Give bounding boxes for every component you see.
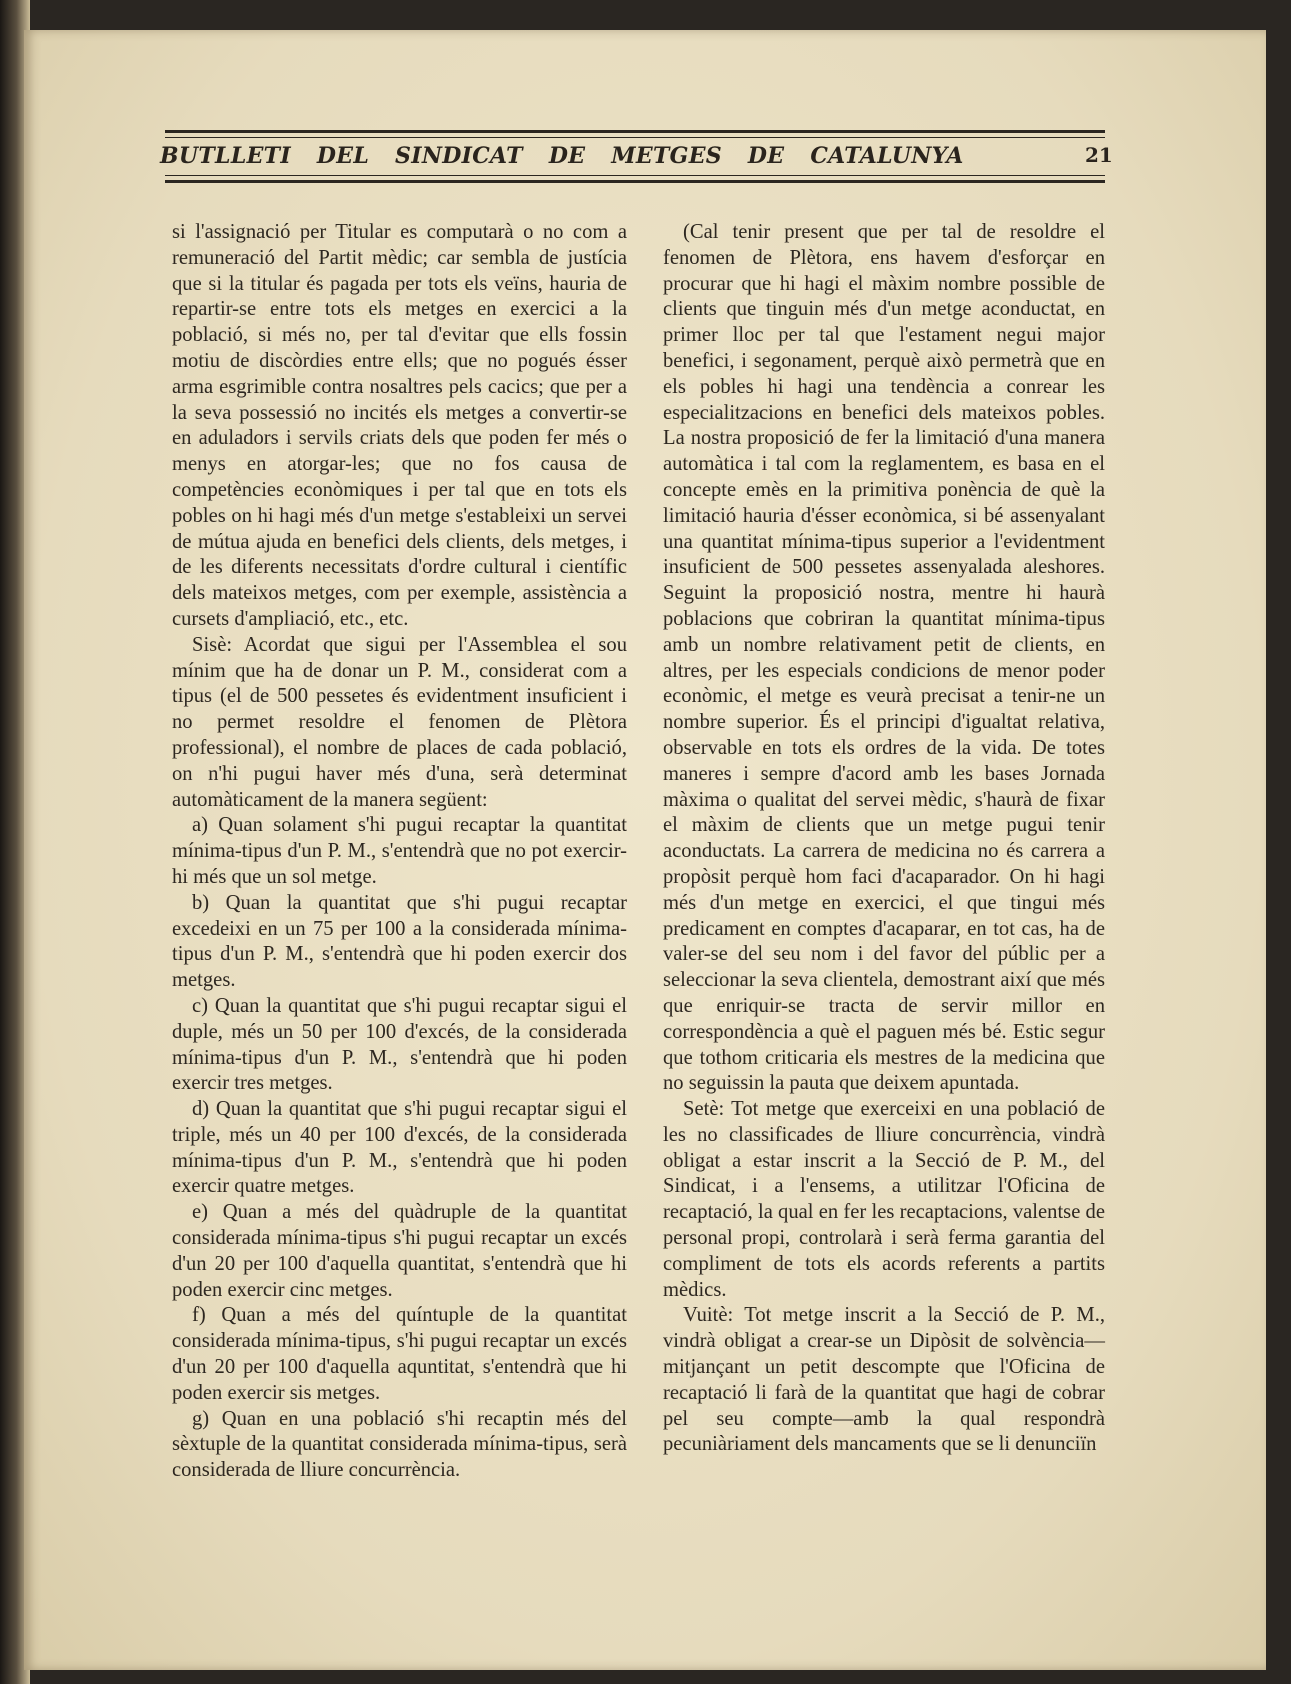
- page-number: 21: [1085, 143, 1113, 167]
- header-rule-bottom-thick: [165, 180, 1105, 183]
- paragraph: si l'assignació per Titular es computarà o no com a remuneració del Partit mèdic; car sembla de justícia que si la titular és pagada per tots els veïns, hauria de repartir-se entre tots els metges en exercici a la població, si més no, per tal d'evitar que ells fossin motiu de discòrdies entre ells; que no pogués ésser arma esgrimible contra nosaltres pels cacics; que per a la seva possessió no incités els metges a convertir-se en aduladors i servils criats dels que poden fer més o menys en atorgar-les; que no fos causa de competències econòmiques i per tal que en tots els pobles on hi hagi més d'un metge s'estableixi un servei de mútua ajuda en benefici dels clients, dels metges, i de les diferents necessitats d'ordre cultural i científic dels mateixos metges, com per exemple, assistència a cursets d'ampliació, etc., etc.: [172, 221, 627, 630]
- paragraph-item-b: b) Quan la quantitat que s'hi pugui recaptar excedeixi en un 75 per 100 a la considerada mínima-tipus d'un P. M., s'entendrà que hi poden exercir dos metges.: [172, 891, 627, 992]
- right-text-column: [663, 220, 1105, 1458]
- header-rule-bottom-thin: [165, 175, 1105, 176]
- header-rule-top-thin: [165, 137, 1105, 138]
- paragraph-item-a: a) Quan solament s'hi pugui recaptar la quantitat mínima-tipus d'un P. M., s'entendrà que no pot exercir-hi més que un sol metge.: [172, 814, 627, 888]
- paragraph-sete: Setè: Tot metge que exerceixi en una població de les no classificades de lliure concurrència, vindrà obligat a estar inscrit a la Secció de P. M., del Sindicat, i a l'ensems, a utilitzar l'Oficina de recaptació, la qual en fer les recaptacions, valentse de personal propi, controlarà i serà ferma garantia del compliment de tots els acords referents a partits mèdics.: [663, 1098, 1105, 1301]
- paragraph-item-e: e) Quan a més del quàdruple de la quantitat considerada mínima-tipus s'hi pugui recaptar un excés d'un 20 per 100 d'aquella quantitat, s'entendrà que hi poden exercir cinc metges.: [172, 1201, 627, 1301]
- left-text-column: [172, 220, 627, 1484]
- paragraph-sise: Sisè: Acordat que sigui per l'Assemblea el sou mínim que ha de donar un P. M., considerat com a tipus (el de 500 pessetes és evidentment insuficient i no permet resoldre el fenomen de Plètora professional), el nombre de places de cada població, on n'hi pugui haver més d'una, serà determinat automàticament de la manera següent:: [172, 633, 627, 811]
- paragraph-item-g: g) Quan en una població s'hi recaptin més del sèxtuple de la quantitat considerada mínima-tipus, serà considerada de lliure concurrència.: [172, 1407, 627, 1482]
- paragraph-item-c: c) Quan la quantitat que s'hi pugui recaptar sigui el duple, més un 50 per 100 d'excés, de la considerada mínima-tipus d'un P. M., s'entendrà que hi poden exercir tres metges.: [172, 994, 627, 1095]
- header-rule-top-thick: [165, 130, 1105, 133]
- paragraph-item-d: d) Quan la quantitat que s'hi pugui recaptar sigui el triple, més un 40 per 100 d'excés, de la considerada mínima-tipus d'un P. M., s'entendrà que hi poden exercir quatre metges.: [172, 1098, 627, 1198]
- running-header-title: BUTLLETI DEL SINDICAT DE METGES DE CATALUNYA: [160, 143, 964, 169]
- paragraph-item-f: f) Quan a més del quíntuple de la quantitat considerada mínima-tipus, s'hi pugui recaptar un excés d'un 20 per 100 d'aquella aquntitat, s'entendrà que hi poden exercir sis metges.: [172, 1304, 627, 1404]
- paragraph-note: (Cal tenir present que per tal de resoldre el fenomen de Plètora, ens havem d'esforçar en procurar que hi hagi el màxim nombre possible de clients que tinguin més d'un metge aconductat, en primer lloc per tal que l'estament negui major benefici, i segonament, perquè això permetrà que en els pobles hi hagi una tendència a conrear les especialitzacions en benefici dels mateixos pobles. La nostra proposició de fer la limitació d'una manera automàtica i tal com la reglamentem, es basa en el concepte emès en la primitiva ponència de què la limitació hauria d'ésser econòmica, si bé assenyalant una quantitat mínima-tipus superior a l'evidentment insuficient de 500 pessetes assenyalada aleshores. Seguint la proposició nostra, mentre hi haurà poblacions que cobriran la quantitat mínima-tipus amb un nombre relativament petit de clients, en altres, per les especials condicions de menor poder econòmic, el metge es veurà precisat a tenir-ne un nombre superior. És el principi d'igualtat relativa, observable en tots els ordres de la vida. De totes maneres i sempre d'acord amb les bases Jornada màxima o qualitat del servei mèdic, s'haurà de fixar el màxim de clients que un metge pugui tenir aconductats. La carrera de medicina no és carrera a propòsit perquè hom faci d'acaparador. On hi hagi més d'un metge en exercici, el que tingui més predicament en comptes d'acaparar, en tot cas, ha de valer-se del seu nom i del favor del públic per a seleccionar la seva clientela, demostrant així que més que enriquir-se tracta de servir millor en correspondència a què el paguen més bé. Estic segur que tothom criticaria els mestres de la medicina que no seguissin la pauta que deixem apuntada.: [663, 221, 1105, 1095]
- paragraph-vuite: Vuitè: Tot metge inscrit a la Secció de P. M., vindrà obligat a crear-se un Dipòsit de solvència—mitjançant un petit descompte que l'Oficina de recaptació li farà de la quantitat que hagi de cobrar pel seu compte—amb la qual respondrà pecuniàriament dels mancaments que se li denunciïn: [663, 1304, 1105, 1456]
